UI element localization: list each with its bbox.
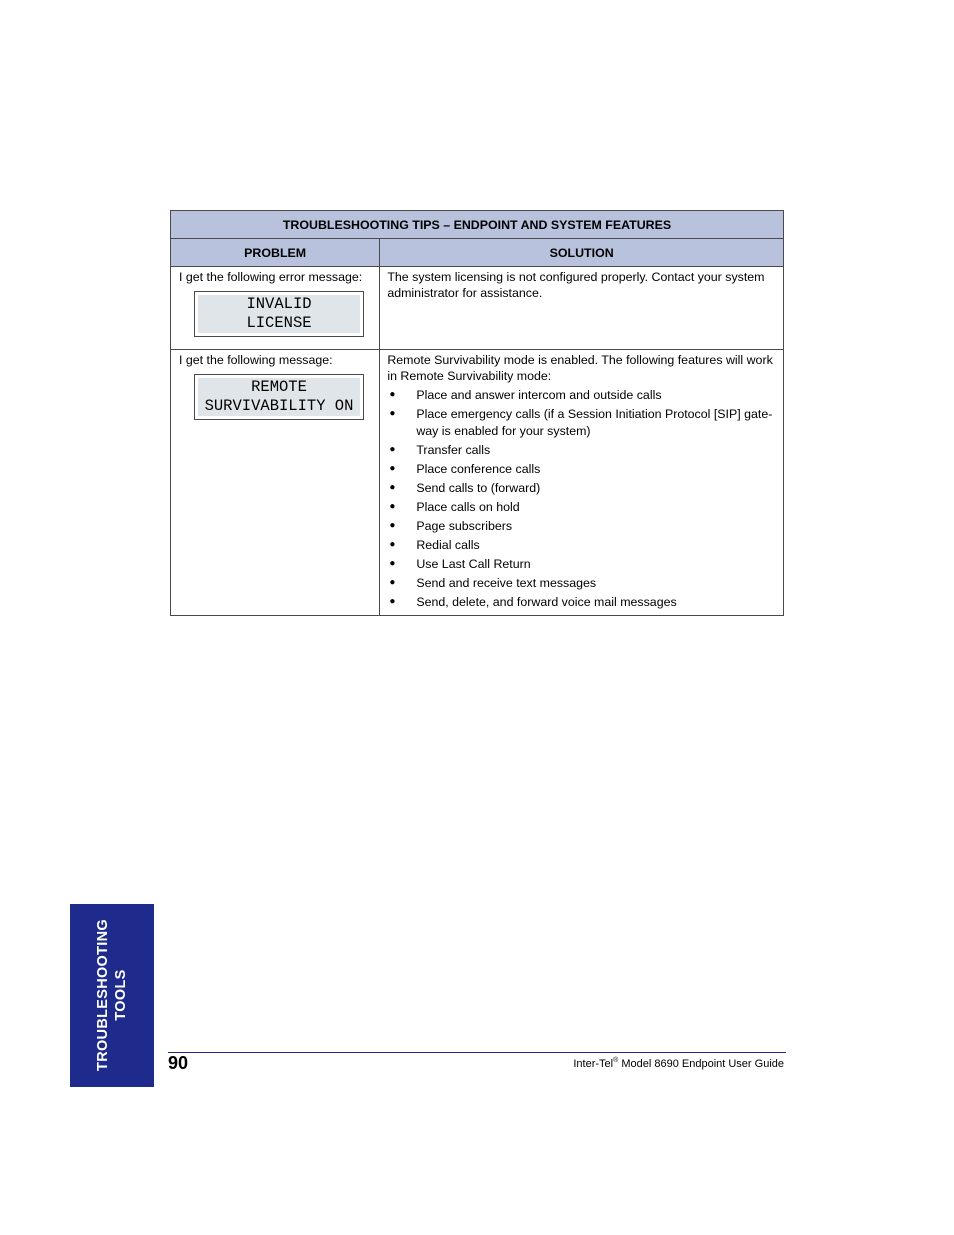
list-item: ● Place calls on hold	[389, 499, 520, 514]
footer-guide-name: Model 8690 Endpoint User Guide	[618, 1058, 784, 1070]
column-header-problem: PROBLEM	[171, 239, 380, 267]
list-item: ● Page subscribers	[389, 519, 513, 534]
problem-text: I get the following error message:	[179, 270, 363, 284]
lcd-screen	[198, 295, 360, 333]
bullet-icon: ●	[389, 577, 396, 589]
bullet-icon: ●	[389, 462, 396, 474]
list-item: ● Transfer calls	[389, 442, 491, 457]
registered-mark: ®	[613, 1057, 619, 1064]
lcd-screen	[198, 378, 360, 416]
bullet-icon: ●	[389, 443, 396, 455]
problem-text: I get the following message:	[179, 353, 333, 367]
bullet-icon: ●	[389, 520, 396, 532]
solution-intro: Remote Survivability mode is enabled. The following features will work in Remote Survivability mode:	[387, 353, 773, 383]
bullet-icon: ●	[389, 500, 396, 512]
list-item: ● Redial calls	[389, 538, 480, 553]
bullet-icon: ●	[389, 596, 396, 608]
lcd-line: SURVIVABILITY ON	[204, 397, 354, 415]
table-row	[171, 267, 784, 350]
solution-cell	[380, 267, 784, 350]
troubleshooting-table	[170, 210, 784, 616]
lcd-line: REMOTE	[251, 378, 307, 396]
bullet-icon: ●	[389, 389, 396, 400]
lcd-display	[194, 291, 364, 337]
list-item: ● Place and answer intercom and outside calls	[389, 388, 662, 402]
list-item: ● Place conference calls	[389, 461, 541, 476]
footer-divider	[168, 1052, 786, 1053]
column-header-solution: SOLUTION	[380, 239, 784, 267]
list-item: ● Send and receive text messages	[389, 576, 597, 591]
table-title: TROUBLESHOOTING TIPS – ENDPOINT AND SYSTEM FEATURES	[171, 211, 784, 239]
solution-text: The system licensing is not configured properly. Contact your system administrator for assistance.	[387, 270, 765, 300]
solution-cell	[380, 350, 784, 616]
feature-list	[387, 387, 777, 611]
bullet-icon: ●	[389, 539, 396, 551]
lcd-line: INVALID	[246, 295, 312, 313]
list-item: ● Send, delete, and forward voice mail messages	[389, 595, 677, 610]
list-item: ● Use Last Call Return	[389, 557, 531, 572]
section-tab-label	[94, 919, 130, 1071]
bullet-icon: ●	[389, 408, 396, 420]
section-tab-line: TOOLS	[113, 969, 129, 1021]
section-tab	[70, 904, 154, 1087]
footer-guide-title	[573, 1057, 784, 1071]
list-item: ● Send calls to (forward)	[389, 480, 541, 495]
footer-brand: Inter-Tel	[573, 1058, 614, 1070]
bullet-icon: ●	[389, 481, 396, 493]
section-tab-line: TROUBLESHOOTING	[95, 919, 111, 1071]
problem-cell	[171, 350, 380, 616]
list-item: ● Place emergency calls (if a Session Initiation Protocol [SIP] gate-way is enabled for your system)	[389, 407, 773, 438]
lcd-line: LICENSE	[246, 314, 312, 332]
page-number: 90	[168, 1053, 189, 1073]
table-row	[171, 350, 784, 616]
problem-cell	[171, 267, 380, 350]
lcd-display	[194, 374, 364, 420]
bullet-icon: ●	[389, 558, 396, 570]
